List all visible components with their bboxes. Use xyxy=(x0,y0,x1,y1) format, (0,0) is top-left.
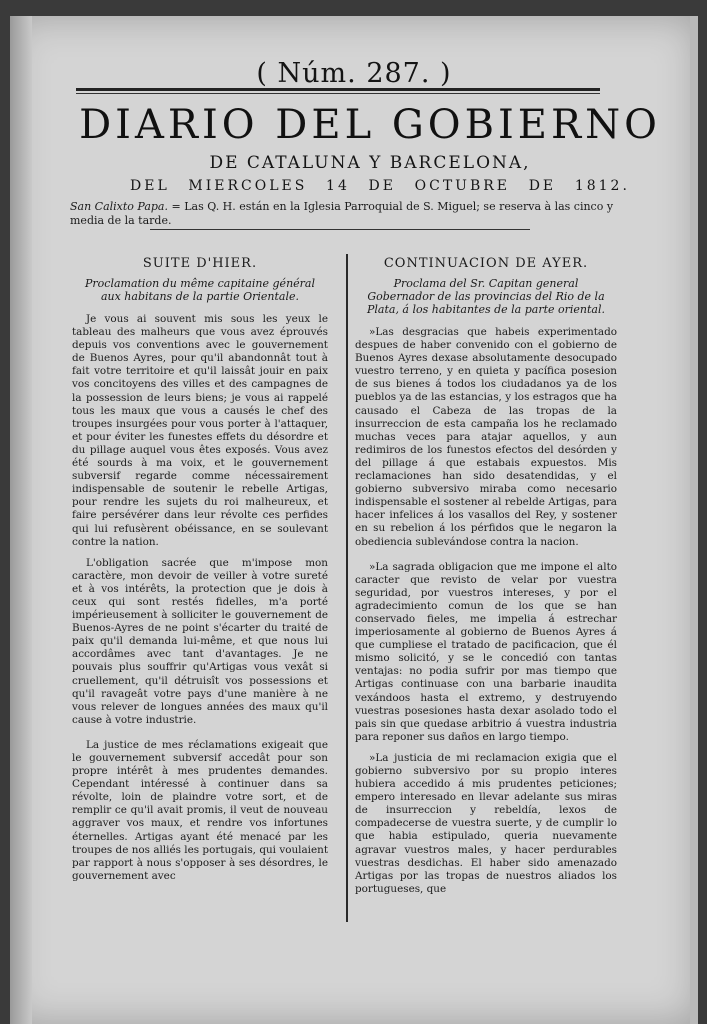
spanish-column xyxy=(355,256,617,904)
newspaper-page xyxy=(10,16,698,1024)
spanish-paragraph-1: »Las desgracias que habeis experimentado despues de haber convenido con el gobierno de Buenos Ayres dexase absolutamente desocupado vuestro terreno, y en quieta y pacífica posesion de sus bienes á todos los ciudadanos ya de los pueblos ya de las estancias, y los estragos que ha causado el Cabeza de las tropas de la insurreccion de esta campaña los he reclamado muchas veces para atajar aquellos, y aun redimiros de los funestos efectos del desórden y del pillage á que estabais expuestos. Mis reclamaciones han sido desatendidas, y el gobierno subversivo miraba como necesario indispensable el sostener al rebelde Artigas, para hacer infelices á los vasallos del Rey, y sostener en su rebelion á los pérfidos que le negaron la obediencia sublevándose contra la nacion. xyxy=(355,326,617,548)
date-month: OCTUBRE xyxy=(414,178,511,194)
french-paragraph-1: Je vous ai souvent mis sous les yeux le tableau des malheurs que vous avez éprouvés depuis vos conventions avec le gouvernement de Buenos Ayres, pour qu'il abandonnât tout à fait votre territoire et qu'il laissât jouir en paix vos concitoyens des villes et des campagnes de la possession de leurs biens; je vous ai rappelé tous les maux que vous a causés le chef des troupes insurgées pour vous porter à l'attaquer, et pour éviter les funestes effets du désordre et du pillage auquel vous êtes exposés. Vous avez été sourds à ma voix, et le gouvernement subversif regarde comme nécessairement indispensable de soutenir le rebelle Artigas, pour rendre les sujets du roi malheureux, et faire persévérer dans leur révolte ces perfides qui lui refusèrent obéissance, en se soulevant contre la nation. xyxy=(72,313,328,548)
masthead-rule-top xyxy=(76,88,600,91)
spanish-paragraph-3: »La justicia de mi reclamacion exigia que el gobierno subversivo por su propio interes hubiera accedido á mis prudentes peticiones; empero interesado en llevar adelante sus miras de insurreccion y rebeldía, lexos de compadecerse de vuestra suerte, y de cumplir lo que habia estipulado, queria nuevamente agravar vuestros males, y hacer perdurables vuestras desdichas. El haber sido amenazado Artigas por las tropas de nuestros aliados los portugueses, que xyxy=(355,751,617,895)
date-de-1: DE xyxy=(368,178,396,194)
french-paragraph-2: L'obligation sacrée que m'impose mon caractère, mon devoir de veiller à votre sureté et à vos intérêts, la protection que je dois à ceux qui sont restés fidelles, m'a porté impérieusement à solliciter le gouvernement de Buenos-Ayres de ne point s'écarter du traité de paix qu'il demanda lui-même, et que nous lui accordâmes avec tant d'avantages. Je ne pouvais plus souffrir qu'Artigas vous vexât si cruellement, qu'il détruisît vos possessions et qu'il ravageât votre pays d'une manière à ne vous relever de longues années des maux qu'il cause à votre industrie. xyxy=(72,556,328,726)
spanish-heading: CONTINUACION DE AYER. xyxy=(383,256,589,271)
column-divider xyxy=(346,254,348,922)
liturgical-notice xyxy=(70,200,616,228)
date-day-number: 14 xyxy=(326,178,350,194)
french-heading: SUITE D'HIER. xyxy=(142,256,258,271)
page-gutter xyxy=(10,16,32,1024)
notice-saint: San Calixto Papa. xyxy=(70,200,168,213)
masthead-subtitle: DE CATALUNA Y BARCELONA, xyxy=(209,153,531,173)
date-year: 1812. xyxy=(574,178,630,194)
notice-text: = Las Q. H. están en la Iglesia Parroquial de S. Miguel; se reserva à las cinco y media de la tarde. xyxy=(70,200,614,227)
french-column xyxy=(72,256,328,891)
header-separator xyxy=(150,229,530,230)
masthead-title: DIARIO DEL GOBIERNO xyxy=(79,102,661,148)
date-del: DEL xyxy=(130,178,170,194)
date-de-2: DE xyxy=(528,178,557,194)
date-weekday: MIERCOLES xyxy=(188,178,308,194)
issue-number: ( Núm. 287. ) xyxy=(256,58,452,89)
french-subheading: Proclamation du même capitaine général aux habitans de la partie Orientale. xyxy=(85,277,315,303)
page-edge xyxy=(690,16,698,1024)
spanish-paragraph-2: »La sagrada obligacion que me impone el alto caracter que revisto de velar por vuestra seguridad, por vuestros intereses, y por el agradecimiento comun de los que se han conservado fieles, me impelia á estrechar imperiosamente al gobierno de Buenos Ayres á que cumpliese el tratado de pacificacion, que él mismo solicitó, y se le concedió con tantas ventajas: no podia sufrir por mas tiempo que Artigas continuase con una barbarie inaudita vexándoos hasta el extremo, y destruyendo vuestras posesiones hasta dexar asolado todo el pais sin que quedase arbitrio á vuestra industria para reponer sus daños en largo tiempo. xyxy=(355,560,617,743)
dateline xyxy=(130,178,630,194)
masthead-rule-thin xyxy=(76,93,600,94)
french-paragraph-3: La justice de mes réclamations exigeait que le gouvernement subversif accedât pour son propre intérêt à mes prudentes demandes. Cependant intéressé à continuer dans sa révolte, loin de plaindre votre sort, et de remplir ce qu'il avait promis, il veut de nouveau aggraver vos maux, et rendre vos infortunes éternelles. Artigas ayant été menacé par les troupes de nos alliés les portugais, qui voulaient par rapport à nous s'opposer à ses désordres, le gouvernement avec xyxy=(72,738,328,882)
spanish-subheading: Proclama del Sr. Capitan general Gobernador de las provincias del Rio de la Plata, á los habitantes de la parte oriental. xyxy=(366,277,605,316)
